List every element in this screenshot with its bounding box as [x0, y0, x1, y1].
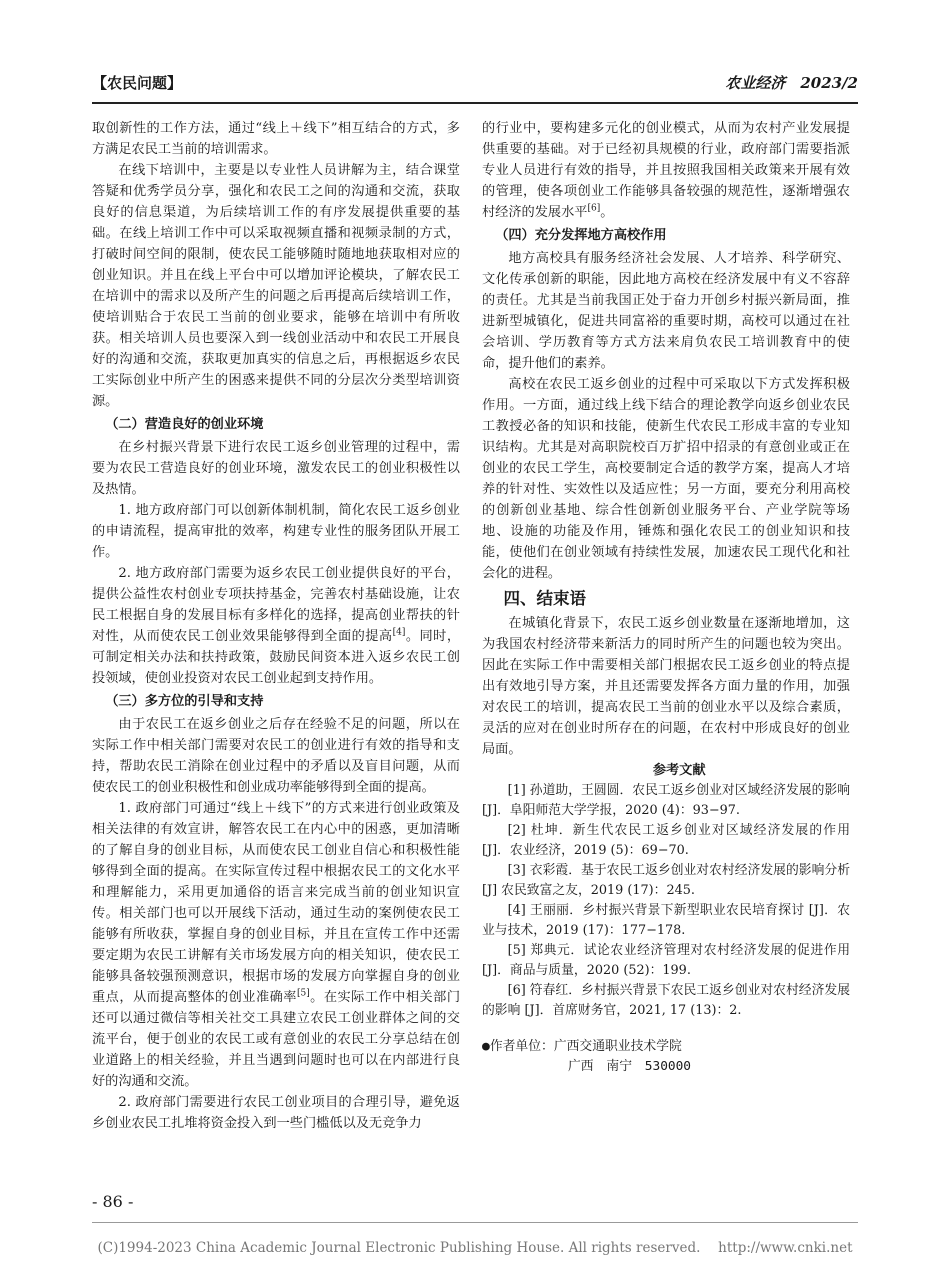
reference-item: [3] 衣彩霞．基于农民工返乡创业对农村经济发展的影响分析 [J] 农民致富之友，2019 (17)：245. [482, 863, 850, 898]
paragraph [482, 118, 850, 223]
paragraph: 地方高校具有服务经济社会发展、人才培养、科学研究、文化传承创新的职能，因此地方高校在经济发展中有义不容辞的责任。尤其是当前我国正处于奋力开创乡村振兴新局面，推进新型城镇化，促进共同富裕的重要时期，高校可以通过在社会培训、学历教育等方式方法来肩负农民工培训教育中的使命，提升他们的素养。 [482, 251, 850, 371]
paragraph: 在线下培训中，主要是以专业性人员讲解为主，结合课堂答疑和优秀学员分享，强化和农民工之间的沟通和交流，获取良好的信息渠道，为后续培训工作的有序发展提供重要的基础。在线上培训工作中可以采取视频直播和视频录制的方式，打破时间空间的限制，使农民工能够随时随地地获取相对应的创业知识。并且在线上平台中可以增加评论模块，了解农民工在培训中的需求以及所产生的问题之后再提高后续培训工作，使培训贴合于农民工当前的创业要求，能够在培训中有所收获。相关培训人员也要深入到一线创业活动中和农民工开展良好的沟通和交流，获取更加真实的信息之后，再根据返乡农民工实际创业中所产生的困惑来提供不同的分层次分类型培训资源。 [92, 163, 460, 409]
text-run: 。 [600, 205, 614, 220]
author-affiliation [482, 1037, 850, 1077]
header-rule [92, 102, 858, 104]
paragraph: 在城镇化背景下，农民工返乡创业数量在逐渐地增加，这为我国农村经济带来新活力的同时所产生的问题也较为突出。因此在实际工作中需要相关部门根据农民工返乡创业的特点提出有效地引导方案，并且还需要发挥各方面力量的作用，加强对农民工的培训，提高农民工当前的创业水平以及综合素质，灵活的应对在创业时所存在的问题，在农村中形成良好的创业局面。 [482, 616, 850, 757]
bullet-icon: ● [482, 1039, 490, 1054]
references-title: 参考文献 [652, 763, 706, 778]
citation: [5] [296, 988, 310, 999]
paragraph: 2. 政府部门需要进行农民工创业项目的合理引导，避免返乡创业农民工扎堆将资金投入到一些门槛低以及无竞争力 [92, 1095, 460, 1131]
reference-item: [2] 杜坤．新生代农民工返乡创业对区域经济发展的作用 [J]．农业经济，2019 (5)：69−70. [482, 823, 850, 858]
citation: [4] [392, 627, 406, 638]
reference-item: [5] 郑典元．试论农业经济管理对农村经济发展的促进作用 [J]．商品与质量，2020 (52)：199. [482, 943, 850, 978]
paragraph [92, 798, 460, 1092]
text-run: 1. 政府部门可通过“线上＋线下”的方式来进行创业政策及相关法律的有效宣讲，解答农民工在内心中的困惑，更加清晰的了解自身的创业目标，从而使农民工创业自信心和积极性能够得到全面的提高。在实际宣传过程中根据农民工的文化水平和理解能力，采用更加通俗的语言来完成当前的创业知识宣传。相关部门也可以开展线下活动，通过生动的案例使农民工能够有所收获，掌握自身的创业目标，并且在宣传工作中还需要定期为农民工讲解有关市场发展方向的相关知识，使农民工能够具备较强预测意识，根据市场的发展方向掌握自身的创业重点，从而提高整体的创业准确率 [92, 801, 460, 1005]
copyright-footer: (C)1994-2023 China Academic Journal Electronic Publishing House. All rights reserved. http://www.cnki.net [97, 1240, 853, 1256]
reference-item: [6] 符春红．乡村振兴背景下农民工返乡创业对农村经济发展的影响 [J]．首席财务官，2021, 17 (13)：2. [482, 983, 850, 1018]
author-line [482, 1037, 850, 1057]
page-number: - 86 - [92, 1192, 134, 1211]
paragraph: 1. 地方政府部门可以创新体制机制，简化农民工返乡创业的申请流程，提高审批的效率，构建专业性的服务团队开展工作。 [92, 503, 460, 560]
reference-item: [1] 孙道助，王圆圆．农民工返乡创业对区域经济发展的影响 [J]．阜阳师范大学学报，2020 (4)：93−97. [482, 783, 850, 818]
text-run: 。在实际工作中相关部门还可以通过微信等相关社交工具建立农民工创业群体之间的交流平台，便于创业的农民工或有意创业的农民工分享总结在创业道路上的相关经验，并且当遇到问题时也可以在内部进行良好的沟通和交流。 [92, 990, 461, 1089]
footer-rule [92, 1222, 858, 1223]
text-run: 的行业中，要构建多元化的创业模式，从而为农村产业发展提供重要的基础。对于已经初具规模的行业，政府部门需要指派专业人员进行有效的指导，并且按照我国相关政策来开展有效的管理，使各项创业工作能够具备较强的规范性，逐渐增强农村经济的发展水平 [482, 121, 850, 220]
subheading: （四）充分发挥地方高校作用 [495, 228, 667, 243]
column-label: 【农民问题】 [92, 74, 183, 92]
subheading: （二）营造良好的创业环境 [105, 417, 264, 432]
paragraph: 由于农民工在返乡创业之后存在经验不足的问题，所以在实际工作中相关部门需要对农民工的创业进行有效的指导和支持，帮助农民工消除在创业过程中的矛盾以及盲目问题，从而使农民工的创业积极性和创业成功率能够得到全面的提高。 [92, 717, 460, 795]
section-heading: 四、结束语 [503, 589, 586, 608]
text-run: 2. 地方政府部门需要为返乡农民工创业提供良好的平台，提供公益性农村创业专项扶持基金，完善农村基础设施，让农民工根据自身的发展目标有多样化的选择，提高创业帮扶的针对性，从而使农民工创业效果能够得到全面的提高 [92, 566, 460, 644]
right-column [482, 118, 850, 1077]
author-location: 广西 南宁 530000 [568, 1059, 692, 1074]
paragraph: 高校在农民工返乡创业的过程中可采取以下方式发挥积极作用。一方面，通过线上线下结合的理论教学向返乡创业农民工教授必备的知识和技能，使新生代农民工形成丰富的专业知识结构。尤其是对高职院校百万扩招中招录的有意创业或正在创业的农民工学生，高校要制定合适的教学方案，提高人才培养的针对性、实效性以及适应性；另一方面，要充分利用高校的创新创业基地、综合性创新创业服务平台、产业学院等场地、设施的功能及作用，锤炼和强化农民工的创业知识和技能，使他们在创业领域有持续性发展，加速农民工现代化和社会化的进程。 [482, 377, 850, 581]
author-unit: 作者单位：广西交通职业技术学院 [489, 1039, 682, 1054]
journal-issue: 农业经济 2023/2 [725, 74, 858, 92]
reference-item: [4] 王丽丽．乡村振兴背景下新型职业农民培育探讨 [J]．农业与技术，2019 (17)：177−178. [482, 903, 850, 938]
left-column [92, 118, 460, 1134]
paragraph: 在乡村振兴背景下进行农民工返乡创业管理的过程中，需要为农民工营造良好的创业环境，激发农民工的创业积极性以及热情。 [92, 440, 460, 497]
subheading: （三）多方位的引导和支持 [105, 694, 264, 709]
paragraph: 取创新性的工作方法，通过“线上＋线下”相互结合的方式，多方满足农民工当前的培训需求。 [92, 121, 460, 157]
paragraph [92, 563, 460, 689]
text-run: 。同时，可制定相关办法和扶持政策，鼓励民间资本进入返乡农民工创投领域，使创业投资对农民工创业起到支持作用。 [92, 629, 461, 686]
citation: [6] [587, 203, 601, 214]
